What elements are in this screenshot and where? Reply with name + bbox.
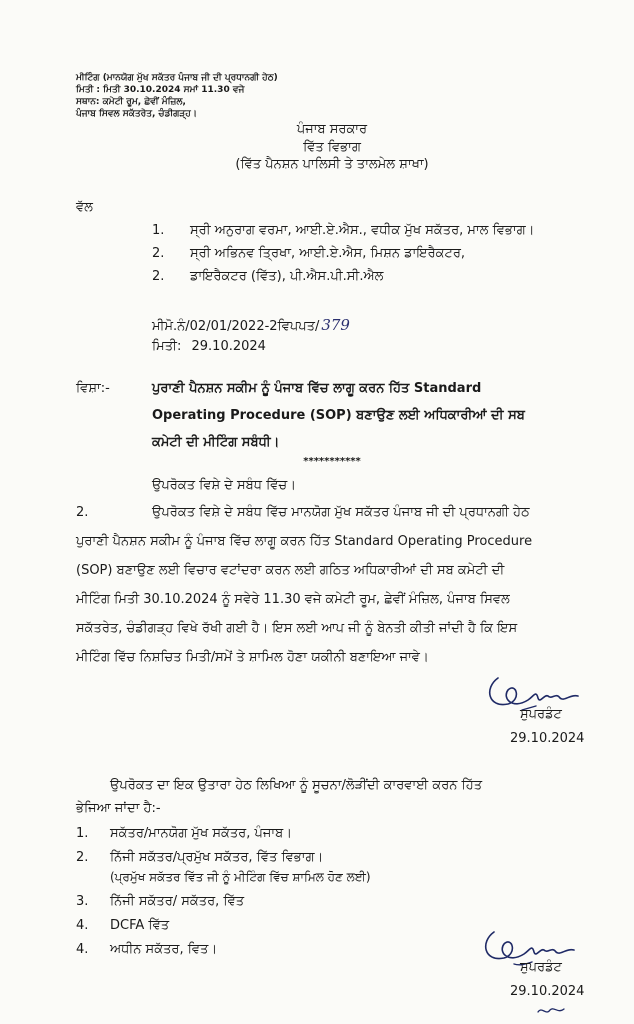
stamp-line-3: ਸਥਾਨ: ਕਮੇਟੀ ਰੂਮ, ਛੇਵੀਂ ਮੰਜ਼ਿਲ, (76, 97, 186, 107)
copy-intro-line-2: ਭੇਜਿਆ ਜਾਂਦਾ ਹੈ:- (76, 801, 161, 816)
copy-item-text: ਸਕੱਤਰ/ਮਾਨਯੋਗ ਮੁੱਖ ਸਕੱਤਰ, ਪੰਜਾਬ। (110, 826, 292, 841)
memo-date-label: ਮਿਤੀ: (152, 339, 182, 354)
subject-line-1: ਪੁਰਾਣੀ ਪੈਨਸ਼ਨ ਸਕੀਮ ਨੂੰ ਪੰਜਾਬ ਵਿੱਚ ਲਾਗੂ ਕਰਨ ਹਿੱਤ Standard (152, 381, 482, 396)
copy-item-number: 2. (76, 850, 89, 865)
header-branch: (ਵਿੱਤ ਪੈਨਸ਼ਨ ਪਾਲਿਸੀ ਤੇ ਤਾਲਮੇਲ ਸ਼ਾਖਾ) (235, 157, 429, 172)
memo-number (152, 316, 350, 334)
copy-item-number: 1. (76, 826, 89, 841)
memo-date-value: 29.10.2024 (191, 339, 266, 354)
recipient-text: ਡਾਇਰੈਕਟਰ (ਵਿੱਤ), ਪੀ.ਐਸ.ਪੀ.ਸੀ.ਐਲ (190, 269, 384, 284)
copy-item-note: (ਪ੍ਰਮੁੱਖ ਸਕੱਤਰ ਵਿੱਤ ਜੀ ਨੂੰ ਮੀਟਿੰਗ ਵਿੱਚ ਸ਼ਾਮਿਲ ਹੋਣ ਲਈ) (110, 870, 371, 884)
recipient-number: 2. (152, 246, 165, 261)
signature-2-initials (536, 1004, 566, 1018)
subject-line-2: Operating Procedure (SOP) ਬਣਾਉਣ ਲਈ ਅਧਿਕਾਰੀਆਂ ਦੀ ਸਬ (152, 408, 525, 423)
copy-item-text: ਅਧੀਨ ਸਕੱਤਰ, ਵਿਤ। (110, 942, 218, 957)
subject-label: ਵਿਸ਼ਾ:- (76, 381, 110, 396)
copy-item-text: ਨਿੱਜੀ ਸਕੱਤਰ/ ਸਕੱਤਰ, ਵਿੱਤ (110, 894, 245, 909)
body-line: ਸਕੱਤਰੇਤ, ਚੰਡੀਗੜ੍ਹ ਵਿਖੇ ਰੱਖੀ ਗਈ ਹੈ। ਇਸ ਲਈ ਆਪ ਜੀ ਨੂੰ ਬੇਨਤੀ ਕੀਤੀ ਜਾਂਦੀ ਹੈ ਕਿ ਇਸ (76, 621, 518, 636)
memo-number-text: ਮੀਮੋ.ਨੰ/02/01/2022-2ਵਿਪਪਤ/ (152, 319, 320, 334)
body-paragraph-1: ਉਪਰੋਕਤ ਵਿਸ਼ੇ ਦੇ ਸਬੰਧ ਵਿੱਚ। (152, 478, 296, 493)
body-line: ਮੀਟਿੰਗ ਵਿੱਚ ਨਿਸ਼ਚਿਤ ਮਿਤੀ/ਸਮੇਂ ਤੇ ਸ਼ਾਮਿਲ ਹੋਣਾ ਯਕੀਨੀ ਬਣਾਇਆ ਜਾਵੇ। (76, 650, 429, 665)
copy-item-text: DCFA ਵਿੱਤ (110, 918, 170, 933)
subject-line-3: ਕਮੇਟੀ ਦੀ ਮੀਟਿੰਗ ਸਬੰਧੀ। (152, 435, 280, 450)
copy-item-number: 4. (76, 942, 89, 957)
signature-2-date: 29.10.2024 (510, 984, 585, 999)
recipient-number: 1. (152, 223, 165, 238)
signature-1-title: ਸੁਪਰਡੰਟ (520, 707, 562, 722)
stamp-line-1: ਮੀਟਿੰਗ (ਮਾਨਯੋਗ ਮੁੱਖ ਸਕੱਤਰ ਪੰਜਾਬ ਜੀ ਦੀ ਪ੍ਰਧਾਨਗੀ ਹੇਠ) (76, 73, 278, 83)
body-paragraph-2-number: 2. (76, 505, 89, 520)
to-label: ਵੱਲ (76, 200, 93, 215)
copy-item-text: ਨਿੱਜੀ ਸਕੱਤਰ/ਪ੍ਰਮੁੱਖ ਸਕੱਤਰ, ਵਿੱਤ ਵਿਭਾਗ। (110, 850, 324, 865)
stamp-line-4: ਪੰਜਾਬ ਸਿਵਲ ਸਕੱਤਰੇਤ, ਚੰਡੀਗੜ੍ਹ। (76, 109, 197, 119)
header-government: ਪੰਜਾਬ ਸਰਕਾਰ (296, 122, 368, 137)
recipient-number: 2. (152, 269, 165, 284)
subject-separator: *********** (303, 456, 361, 467)
copy-item-number: 4. (76, 918, 89, 933)
signature-2-title: ਸੁਪਰਡੰਟ (520, 960, 562, 975)
stamp-line-2: ਮਿਤੀ : ਮਿਤੀ 30.10.2024 ਸਮਾਂ 11.30 ਵਜੇ (76, 85, 245, 95)
header-department: ਵਿੱਤ ਵਿਭਾਗ (303, 140, 361, 155)
body-line: ਪੁਰਾਣੀ ਪੈਨਸ਼ਨ ਸਕੀਮ ਨੂੰ ਪੰਜਾਬ ਵਿੱਚ ਲਾਗੂ ਕਰਨ ਹਿੱਤ Standard Operating Procedure (76, 534, 533, 549)
body-line: ਮੀਟਿੰਗ ਮਿਤੀ 30.10.2024 ਨੂੰ ਸਵੇਰੇ 11.30 ਵਜੇ ਕਮੇਟੀ ਰੂਮ, ਛੇਵੀਂ ਮੰਜ਼ਿਲ, ਪੰਜਾਬ ਸਿਵਲ (76, 592, 510, 607)
body-line: ਉਪਰੋਕਤ ਵਿਸ਼ੇ ਦੇ ਸਬੰਧ ਵਿੱਚ ਮਾਨਯੋਗ ਮੁੱਖ ਸਕੱਤਰ ਪੰਜਾਬ ਜੀ ਦੀ ਪ੍ਰਧਾਨਗੀ ਹੇਠ (152, 505, 530, 520)
memo-handwritten-number: 379 (321, 316, 350, 334)
recipient-text: ਸ੍ਰੀ ਅਭਿਨਵ ਤ੍ਰਿਖਾ, ਆਈ.ਏ.ਐਸ, ਮਿਸ਼ਨ ਡਾਇਰੈਕਟਰ, (190, 246, 466, 261)
memo-date (152, 339, 266, 354)
copy-intro-line-1: ਉਪਰੋਕਤ ਦਾ ਇਕ ਉਤਾਰਾ ਹੇਠ ਲਿਖਿਆ ਨੂੰ ਸੂਚਨਾ/ਲੋੜੀਂਦੀ ਕਾਰਵਾਈ ਕਰਨ ਹਿੱਤ (110, 778, 483, 793)
signature-1-date: 29.10.2024 (510, 731, 585, 746)
copy-item-number: 3. (76, 894, 89, 909)
recipient-text: ਸ੍ਰੀ ਅਨੁਰਾਗ ਵਰਮਾ, ਆਈ.ਏ.ਐਸ., ਵਧੀਕ ਮੁੱਖ ਸਕੱਤਰ, ਮਾਲ ਵਿਭਾਗ। (190, 223, 535, 238)
body-line: (SOP) ਬਣਾਉਣ ਲਈ ਵਿਚਾਰ ਵਟਾਂਦਰਾ ਕਰਨ ਲਈ ਗਠਿਤ ਅਧਿਕਾਰੀਆਂ ਦੀ ਸਬ ਕਮੇਟੀ ਦੀ (76, 563, 505, 578)
